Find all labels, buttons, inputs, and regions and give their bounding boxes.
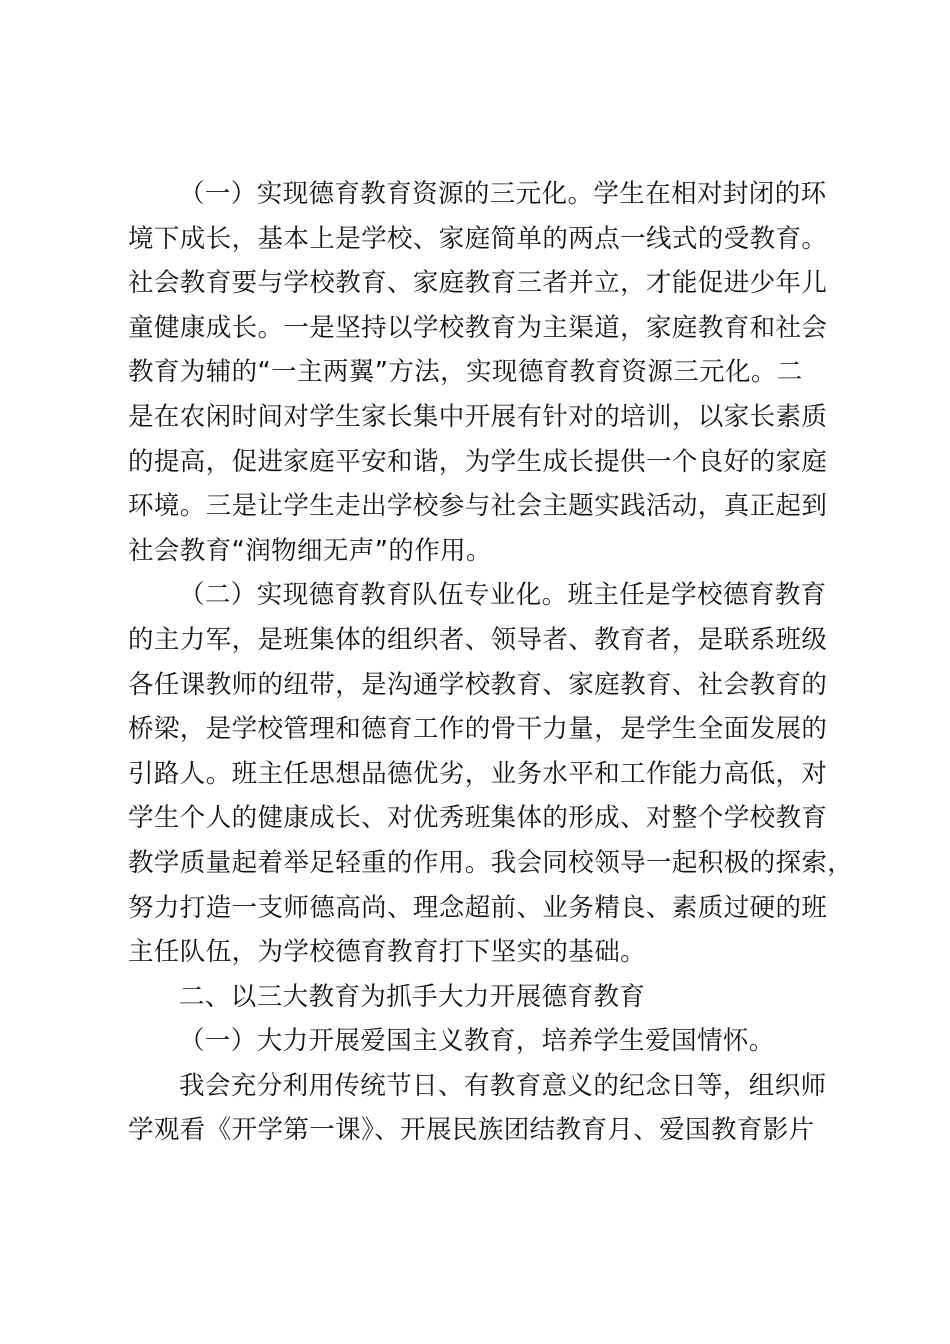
document-body [128, 172, 854, 1153]
paragraph-1-line-4: 童健康成长。一是坚持以学校教育为主渠道，家庭教育和社会 [128, 312, 828, 343]
subsection-heading: （一）大力开展爱国主义教育，培养学生爱国情怀。 [179, 1026, 775, 1057]
paragraph-1-line-8: 环境。三是让学生走出学校参与社会主题实践活动，真正起到 [128, 491, 828, 522]
paragraph-1-line-9: 社会教育“润物细无声”的作用。 [128, 535, 492, 566]
paragraph-2-line-7: 教学质量起着举足轻重的作用。我会同校领导一起积极的探索， [128, 847, 854, 878]
paragraph-2-line-4: 桥梁，是学校管理和德育工作的骨干力量，是学生全面发展的 [128, 714, 828, 745]
paragraph-3-line-2: 学观看《开学第一课》、开展民族团结教育月、爱国教育影片 [128, 1115, 815, 1146]
paragraph-1-line-7: 的提高，促进家庭平安和谐，为学生成长提供一个良好的家庭 [128, 446, 828, 477]
paragraph-1-line-2: 境下成长，基本上是学校、家庭简单的两点一线式的受教育。 [128, 223, 828, 254]
paragraph-3-line-1: 我会充分利用传统节日、有教育意义的纪念日等，组织师 [179, 1070, 827, 1101]
paragraph-2-line-1: （二）实现德育教育队伍专业化。班主任是学校德育教育 [179, 580, 827, 611]
paragraph-2-line-9: 主任队伍，为学校德育教育打下坚实的基础。 [128, 937, 647, 968]
paragraph-2-line-6: 学生个人的健康成长、对优秀班集体的形成、对整个学校教育 [128, 803, 828, 834]
paragraph-1-line-1: （一）实现德育教育资源的三元化。学生在相对封闭的环 [179, 179, 827, 209]
paragraph-2-line-8: 努力打造一支师德高尚、理念超前、业务精良、素质过硬的班 [128, 892, 828, 923]
paragraph-1-line-6: 是在农闲时间对学生家长集中开展有针对的培训，以家长素质 [128, 401, 828, 432]
paragraph-2-line-2: 的主力军，是班集体的组织者、领导者、教育者，是联系班级 [128, 624, 828, 655]
paragraph-1-line-5: 教育为辅的“一主两翼”方法，实现德育教育资源三元化。二 [128, 357, 803, 388]
paragraph-1-line-3: 社会教育要与学校教育、家庭教育三者并立，才能促进少年儿 [128, 268, 828, 299]
section-heading: 二、以三大教育为抓手大力开展德育教育 [179, 981, 646, 1012]
paragraph-2-line-3: 各任课教师的纽带，是沟通学校教育、家庭教育、社会教育的 [128, 669, 828, 700]
paragraph-2-line-5: 引路人。班主任思想品德优劣，业务水平和工作能力高低，对 [128, 758, 828, 789]
